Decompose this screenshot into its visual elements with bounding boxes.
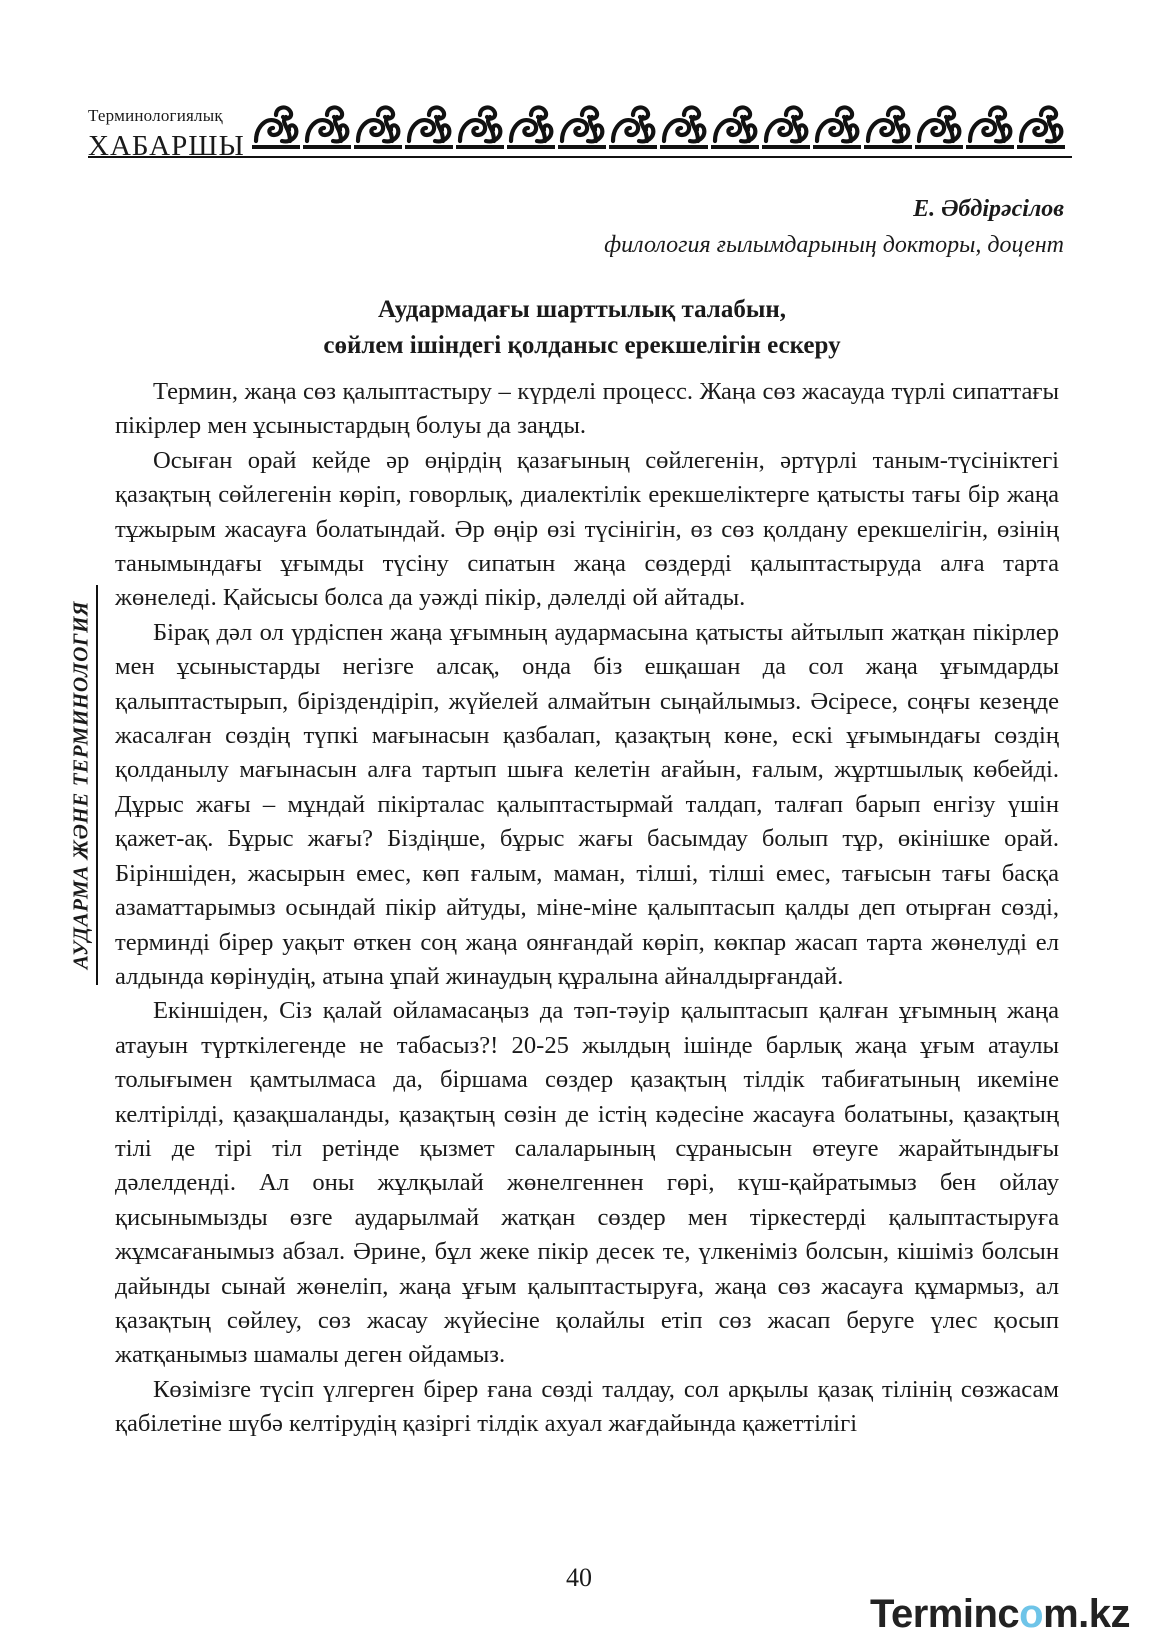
header-rule (88, 156, 1072, 158)
paragraph: Бірақ дәл ол үрдіспен жаңа ұғымның аудармасына қатысты айтылып жатқан пікірлер мен ұсыныстарды негізге алсақ, онда біз ешқашан да сол жаңа ұғымдарды қалыптастырып, біріздендіріп, жүйелей алмайтын сыңайлымыз. Әсіресе, соңғы кезеңде жасалған сөздің түпкі мағынасын қазбалап, қазақтың көне, ескі ұғымындағы сөздің қолданылу мағынасын алға тартып шыға келетін ағайын, ғалым, жұртшылық көбейді. Дұрыс жағы – мұндай пікірталас қалыптастырмай талдап, талғап барып енгізу үшін қажет-ақ. Бұрыс жағы? Біздіңше, бұрыс жағы басымдау болып тұр, өкінішке орай. Біріншіден, жасырын емес, көп ғалым, маман, тілші, тілші емес, тағысын тағы басқа азаматтарымыз осындай пікір айтуды, міне-міне қалыптасып қалды деп отырған сөзді, терминді бірер уақыт өткен соң жаңа оянғандай көріп, көкпар жасап тарта жөнелуді ел алдында көрінудің, атына ұпай жинаудың құралына айналдырғандай. (115, 618, 1059, 990)
watermark-part: o (1019, 1592, 1044, 1636)
author-block (604, 191, 1064, 263)
ornament-border-icon (246, 103, 1072, 153)
journal-name-big: ХАБАРШЫ (88, 130, 245, 162)
site-watermark (870, 1592, 1130, 1637)
page-number: 40 (566, 1563, 592, 1592)
paragraph: Көзімізге түсіп үлгерген бірер ғана сөзді талдау, сол арқылы қазақ тілінің сөзжасам қабілетіне шүбә келтірудің қазіргі тілдік ахуал жағдайында қажеттілігі (115, 1375, 1059, 1438)
author-name: Е. Әбдірәсілов (913, 196, 1064, 222)
article-title-line-1: Аудармадағы шарттылық талабын, (378, 296, 786, 323)
article-body (115, 375, 1059, 1442)
sidebar-rule (96, 585, 98, 985)
paragraph: Екіншіден, Сіз қалай ойламасаңыз да тәп-тәуір қалыптасып қалған ұғымның жаңа атауын түрткілегенде не табасыз?! 20-25 жылдың ішінде барлық жаңа ұғым атаулы толығымен қамтылмаса да, біршама сөздер қазақтың тілдік табиғатының икеміне келтірілді, қазақшаланды, қазақтың сөзін де істің кәдесіне жасауға болатыны, қазақтың тілі де тірі тіл ретінде қызмет салаларының сұранысын өтеуге жарайтындығы дәлелденді. Ал оны жұлқылай жөнелгеннен гөрі, күш-қайратымыз бен ойлау қисынымызды өзге аударылмай жатқан сөздер мен тіркестерді қалыптастыруға жұмсағанымыз абзал. Әрине, бұл жеке пікір десек те, үлкеніміз болсын, кішіміз болсын дайынды сынай жөнеліп, жаңа ұғым қалыптастыруға, жаңа сөз жасауға құмармыз, ал қазақтың сөйлеу, сөз жасау жүйесіне қолайлы етіп сөз жасап беруге үлес қосып жатқанымыз шамалы деген ойдамыз. (115, 997, 1059, 1369)
article-title-line-2: сөйлем ішіндегі қолданыс ерекшелігін ескеру (323, 332, 841, 359)
section-label: АУДАРМА ЖӘНЕ ТЕРМИНОЛОГИЯ (68, 600, 93, 970)
article-title (90, 292, 1074, 364)
watermark-part: c (997, 1592, 1020, 1636)
watermark-part: Termin (869, 1592, 998, 1636)
section-sidebar (62, 585, 100, 985)
paragraph: Термин, жаңа сөз қалыптастыру – күрделі процесс. Жаңа сөз жасауда түрлі сипаттағы пікірлер мен ұсыныстардың болуы да заңды. (115, 378, 1059, 440)
watermark-part: m.kz (1043, 1592, 1130, 1636)
author-title: филология ғылымдарының докторы, доцент (604, 232, 1064, 258)
journal-name-small: Терминологиялық (88, 106, 223, 125)
journal-header (88, 103, 1072, 161)
paragraph: Осыған орай кейде әр өңірдің қазағының сөйлегенін, әртүрлі таным-түсініктегі қазақтың сөйлегенін көріп, говорлық, диалектілік ерекшеліктерге қатысты тағы бір жаңа тұжырым жасауға болатындай. Әр өңір өзі түсінігін, өз сөз қолдану ерекшелігін, өзінің танымындағы ұғымды түсіну сипатын жаңа сөздерді қалыптастыруда алға тарта жөнеледі. Қайсысы болса да уәжді пікір, дәлелді ой айтады. (115, 446, 1059, 612)
